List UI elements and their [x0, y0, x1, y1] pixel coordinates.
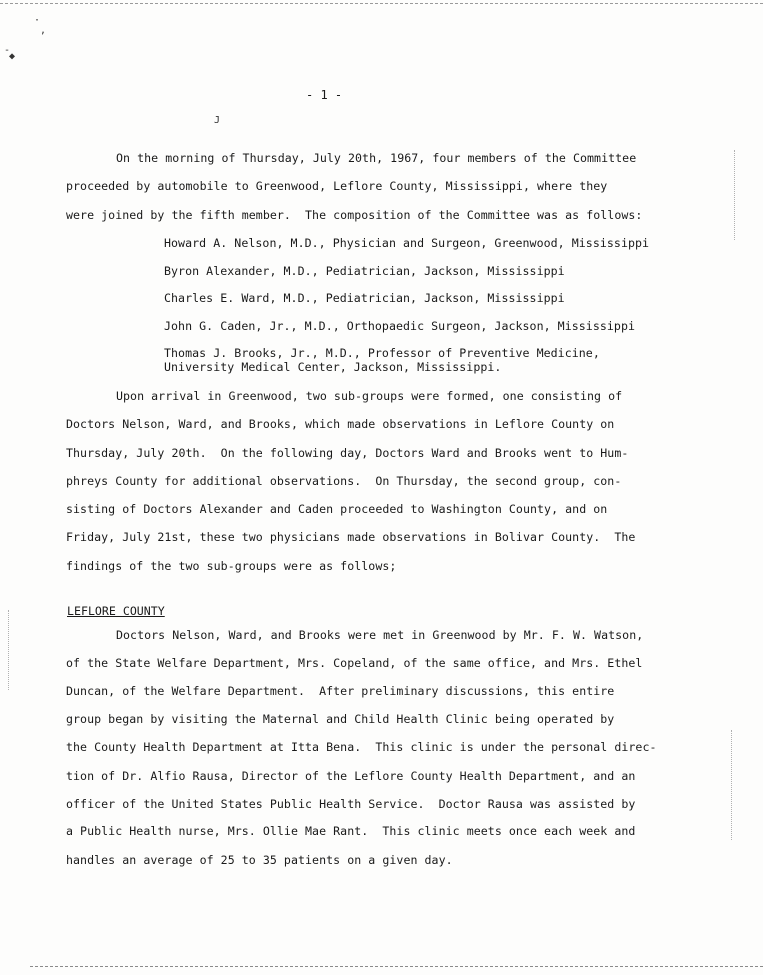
committee-member: Howard A. Nelson, M.D., Physician and Surgeon, Greenwood, Mississippi — [164, 236, 650, 250]
margin-marks — [731, 730, 732, 840]
leflore-line: officer of the United States Public Health Service. Doctor Rausa was assisted by — [66, 797, 636, 811]
scan-speck: - — [4, 45, 11, 56]
arrival-line: Friday, July 21st, these two physicians made observations in Bolivar County. The — [66, 530, 636, 544]
top-scan-edge — [0, 3, 763, 4]
section-heading: LEFLORE COUNTY — [67, 604, 165, 618]
committee-member: Byron Alexander, M.D., Pediatrician, Jackson, Mississippi — [164, 264, 565, 278]
committee-member-continued: University Medical Center, Jackson, Mississippi. — [164, 360, 502, 374]
leflore-line: of the State Welfare Department, Mrs. Copeland, of the same office, and Mrs. Ethel — [66, 656, 643, 670]
scan-speck: ◆ — [9, 51, 16, 62]
intro-line: were joined by the fifth member. The composition of the Committee was as follows: — [66, 208, 643, 222]
margin-marks — [734, 150, 735, 240]
scan-speck: · — [34, 15, 41, 26]
arrival-line: Doctors Nelson, Ward, and Brooks, which made observations in Leflore County on — [66, 417, 615, 431]
intro-line: On the morning of Thursday, July 20th, 1967, four members of the Committee — [116, 151, 637, 165]
leflore-line: tion of Dr. Alfio Rausa, Director of the Leflore County Health Department, and an — [66, 769, 636, 783]
margin-marks — [8, 610, 9, 690]
arrival-line: Thursday, July 20th. On the following day, Doctors Ward and Brooks went to Hum- — [66, 446, 629, 460]
leflore-line: the County Health Department at Itta Bena. This clinic is under the personal direc- — [66, 740, 657, 754]
intro-line: proceeded by automobile to Greenwood, Leflore County, Mississippi, where they — [66, 179, 608, 193]
leflore-line: Duncan, of the Welfare Department. After preliminary discussions, this entire — [66, 684, 615, 698]
committee-member: John G. Caden, Jr., M.D., Orthopaedic Surgeon, Jackson, Mississippi — [164, 319, 636, 333]
leflore-line: a Public Health nurse, Mrs. Ollie Mae Rant. This clinic meets once each week and — [66, 824, 636, 838]
arrival-line: Upon arrival in Greenwood, two sub-groups were formed, one consisting of — [116, 389, 623, 403]
leflore-line: Doctors Nelson, Ward, and Brooks were met in Greenwood by Mr. F. W. Watson, — [116, 628, 644, 642]
committee-member: Thomas J. Brooks, Jr., M.D., Professor of Preventive Medicine, — [164, 346, 600, 360]
page-number: - 1 - — [306, 88, 343, 102]
arrival-line: phreys County for additional observations. On Thursday, the second group, con- — [66, 474, 622, 488]
committee-member: Charles E. Ward, M.D., Pediatrician, Jackson, Mississippi — [164, 291, 565, 305]
arrival-line: findings of the two sub-groups were as follows; — [66, 559, 397, 573]
leflore-line: group began by visiting the Maternal and Child Health Clinic being operated by — [66, 712, 615, 726]
leflore-line: handles an average of 25 to 35 patients on a given day. — [66, 853, 453, 867]
scan-speck: J — [214, 115, 221, 126]
scan-speck: , — [40, 25, 47, 36]
bottom-scan-edge — [30, 966, 763, 967]
arrival-line: sisting of Doctors Alexander and Caden proceeded to Washington County, and on — [66, 502, 608, 516]
